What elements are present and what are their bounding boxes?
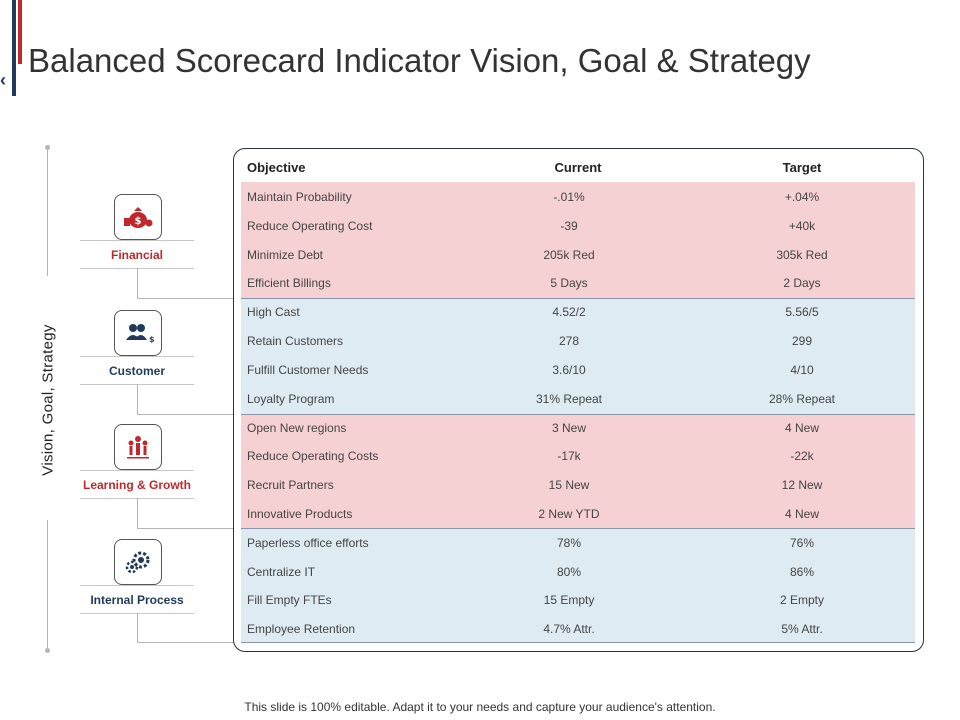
current-cell: 31% Repeat: [535, 392, 603, 406]
objective-cell: High Cast: [247, 305, 300, 319]
current-cell: 205k Red: [543, 248, 595, 262]
current-cell: 78%: [556, 536, 582, 550]
connector-line: [137, 414, 241, 415]
target-cell: 305k Red: [776, 248, 828, 262]
category-label: Customer: [108, 364, 165, 378]
category-line: [80, 240, 194, 241]
target-cell: 76%: [789, 536, 815, 550]
objective-cell: Paperless office efforts: [247, 536, 369, 550]
current-cell: 3.6/10: [552, 363, 586, 377]
table-row: [241, 500, 915, 529]
objective-cell: Minimize Debt: [247, 248, 324, 262]
objective-cell: Fill Empty FTEs: [247, 593, 332, 607]
svg-text:$: $: [149, 335, 155, 344]
target-cell: +40k: [788, 219, 816, 233]
current-cell: 278: [558, 334, 580, 348]
target-cell: 4 New: [784, 421, 819, 435]
objective-cell: Employee Retention: [247, 622, 356, 636]
target-cell: +.04%: [784, 190, 820, 204]
gear-process-icon: [114, 539, 162, 585]
objective-cell: Retain Customers: [247, 334, 344, 348]
side-label: Vision, Goal, Strategy: [39, 324, 57, 476]
table-row: [241, 269, 915, 298]
category-label: Learning & Growth: [83, 478, 191, 492]
category-label: Internal Process: [90, 593, 184, 607]
connector-line: [137, 268, 138, 298]
footer-note: This slide is 100% editable. Adapt it to your needs and capture your audience's attention.: [244, 700, 716, 714]
target-cell: 4 New: [784, 507, 819, 521]
table-row: [241, 558, 915, 587]
accent-bar-navy: [12, 0, 16, 96]
current-cell: 15 Empty: [543, 593, 595, 607]
current-cell: -39: [560, 219, 578, 233]
objective-cell: Open New regions: [247, 421, 347, 435]
header-objective: Objective: [247, 160, 306, 175]
connector-line: [137, 528, 241, 529]
header-current: Current: [554, 160, 602, 175]
target-cell: 12 New: [781, 478, 823, 492]
category-line: [80, 356, 194, 357]
table-row: [241, 183, 915, 212]
objective-cell: Fulfill Customer Needs: [247, 363, 369, 377]
side-line-top: [47, 148, 48, 276]
current-cell: 15 New: [548, 478, 590, 492]
table-row: [241, 356, 915, 385]
category-label: Financial: [110, 248, 163, 262]
connector-line: [137, 384, 138, 414]
table-row: [241, 327, 915, 356]
current-cell: 80%: [556, 565, 582, 579]
target-cell: 4/10: [790, 363, 814, 377]
objective-cell: Maintain Probability: [247, 190, 352, 204]
connector-line: [137, 642, 241, 643]
table-row: [241, 615, 915, 644]
objective-cell: Innovative Products: [247, 507, 353, 521]
target-cell: 5.56/5: [785, 305, 819, 319]
connector-line: [137, 298, 241, 299]
target-cell: 2 Empty: [779, 593, 824, 607]
table-row: [241, 212, 915, 241]
objective-cell: Reduce Operating Cost: [247, 219, 373, 233]
current-cell: 3 New: [551, 421, 586, 435]
connector-line: [137, 498, 138, 528]
table-row: [241, 529, 915, 558]
current-cell: -17k: [557, 449, 581, 463]
current-cell: -.01%: [553, 190, 585, 204]
objective-cell: Loyalty Program: [247, 392, 335, 406]
table-row: [241, 298, 915, 327]
objective-cell: Recruit Partners: [247, 478, 334, 492]
accent-bar-red: [18, 0, 22, 64]
current-cell: 4.7% Attr.: [543, 622, 595, 636]
table-row: [241, 241, 915, 270]
users-dollar-icon: [114, 310, 162, 356]
objective-cell: Centralize IT: [247, 565, 316, 579]
target-cell: -22k: [790, 449, 814, 463]
money-bag-icon: [114, 194, 162, 240]
target-cell: 28% Repeat: [768, 392, 836, 406]
page-title: Balanced Scorecard Indicator Vision, Goal & Strategy: [28, 42, 811, 79]
table-row: [241, 385, 915, 414]
target-cell: 299: [791, 334, 813, 348]
table-row: [241, 586, 915, 615]
side-line-bottom-dot: [45, 648, 50, 653]
table-row: [241, 442, 915, 471]
svg-text:$: $: [134, 216, 142, 227]
category-line: [80, 585, 194, 586]
objective-cell: Efficient Billings: [247, 276, 331, 290]
side-line-bottom: [47, 520, 48, 650]
target-cell: 86%: [789, 565, 815, 579]
current-cell: 5 Days: [550, 276, 588, 290]
header-target: Target: [782, 160, 822, 175]
category-line: [80, 470, 194, 471]
objective-cell: Reduce Operating Costs: [247, 449, 379, 463]
chevron-left-icon: ‹: [0, 70, 6, 90]
current-cell: 2 New YTD: [538, 507, 600, 521]
current-cell: 4.52/2: [552, 305, 586, 319]
target-cell: 5% Attr.: [781, 622, 823, 636]
table-row: [241, 471, 915, 500]
table-row: [241, 414, 915, 443]
target-cell: 2 Days: [783, 276, 821, 290]
team-growth-icon: [114, 424, 162, 470]
connector-line: [137, 613, 138, 642]
